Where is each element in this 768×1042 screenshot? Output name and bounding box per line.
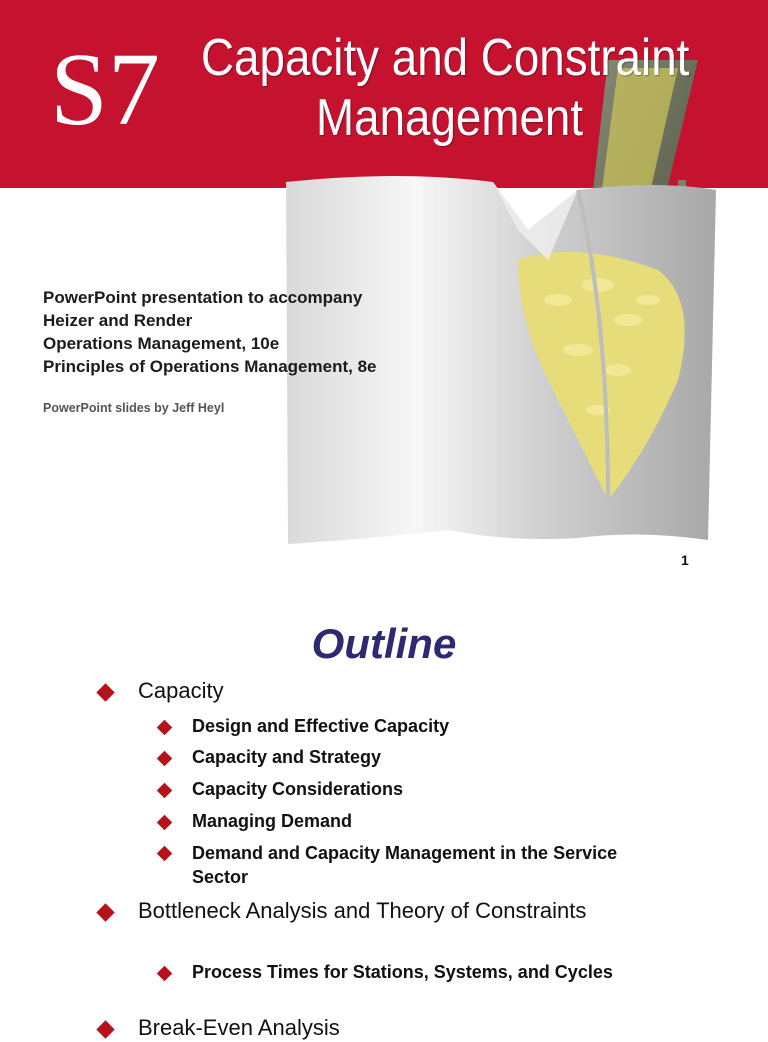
diamond-bullet-icon — [157, 815, 173, 831]
diamond-bullet-icon — [157, 720, 173, 736]
subtitle-line: PowerPoint presentation to accompany — [43, 288, 363, 307]
outline-slide: Outline Capacity Design and Effective Capacity Capacity and Strategy Capacity Considerations Managing Demand Demand and Capacity Management in the Service Sector Bottleneck Analysis and Theory of Constraints Process Times for Stations, Systems, and Cycles Break-Even Analysis — [0, 578, 768, 1024]
outline-title: Outline — [311, 620, 457, 667]
diamond-bullet-icon — [157, 846, 173, 862]
subtitle-line: Operations Management, 10e — [43, 334, 280, 353]
diamond-bullet-icon — [96, 1020, 114, 1038]
slide-title-line-1: Capacity and Constraint — [201, 29, 690, 87]
chapter-code: S7 — [50, 32, 160, 147]
subtitle-line: Principles of Operations Management, 8e — [43, 357, 377, 376]
slide-title-line-2: Management — [316, 89, 584, 147]
slides-credit: PowerPoint slides by Jeff Heyl — [43, 401, 225, 415]
diamond-bullet-icon — [96, 903, 114, 921]
diamond-bullet-icon — [157, 751, 173, 767]
diamond-bullet-icon — [157, 783, 173, 799]
diamond-bullet-icon — [157, 966, 173, 982]
page-number: 1 — [681, 552, 689, 568]
subtitle-line: Heizer and Render — [43, 311, 193, 330]
diamond-bullet-icon — [96, 683, 114, 701]
